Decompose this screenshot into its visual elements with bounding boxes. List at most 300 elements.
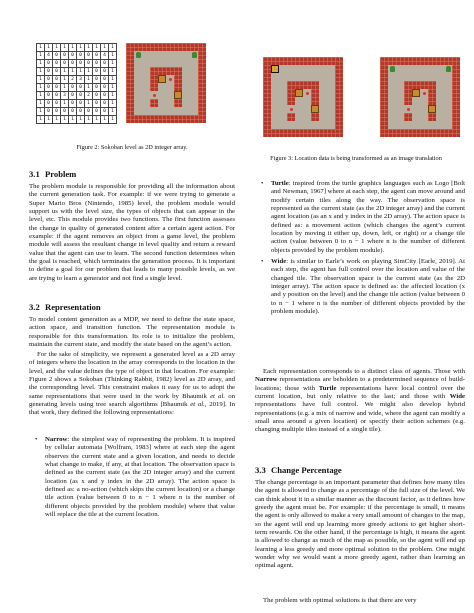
tile-wall — [150, 115, 158, 123]
tile-empty — [444, 97, 452, 105]
bullet-text: : the simplest way of representing the problem. It is inspired by cellular automata [Wolfram, 1983] where at each step the agent observes the current state and a given location, and needs to decide what change to make, if any, at that location. The observation space is defined as the current state (as the 2D integer array) and the current location (as x and y index in the 2D array). The action space is defined as: a no-action (which skips the current location) or a change tile action (value between 0 to n − 1 where n is the number of different objects provided by the problem module) where that value will replace the tile at the current location. — [45, 436, 235, 519]
grid-cell: 1 — [85, 116, 93, 124]
tile-empty — [319, 89, 327, 97]
tile-wall — [452, 73, 460, 81]
tile-empty — [428, 121, 436, 129]
tile-wall — [134, 115, 142, 123]
tile-empty — [190, 67, 198, 75]
section-number: 3.3 — [255, 465, 266, 475]
grid-cell: 0 — [45, 84, 53, 92]
tile-empty — [134, 91, 142, 99]
figure2-caption: Figure 2: Sokoban level as 2D integer array. — [76, 144, 188, 151]
grid-cell: 1 — [93, 44, 101, 52]
tile-empty — [287, 121, 295, 129]
tile-box — [174, 91, 182, 99]
tile-wall — [327, 129, 335, 137]
tile-empty — [412, 65, 420, 73]
tile-empty — [182, 51, 190, 59]
grid-cell: 0 — [53, 84, 61, 92]
tile-wall — [158, 115, 166, 123]
tile-wall — [335, 129, 343, 137]
bullet-wide — [255, 258, 465, 316]
tile-empty — [327, 81, 335, 89]
grid-cell: 1 — [109, 52, 117, 60]
grid-cell: 1 — [69, 68, 77, 76]
tile-empty — [388, 97, 396, 105]
grid-cell: 1 — [53, 116, 61, 124]
grid-cell: 1 — [61, 116, 69, 124]
text-run: , 2019]. In that work, they defined the following representations: — [29, 401, 235, 417]
tile-empty — [182, 91, 190, 99]
tile-empty — [428, 73, 436, 81]
tile-wall — [303, 129, 311, 137]
grid-cell: 1 — [109, 44, 117, 52]
text-run: representations have local control over the current location, but only relative to the last; and those with — [255, 384, 465, 401]
tile-wall — [166, 115, 174, 123]
tile-empty — [279, 97, 287, 105]
grid-cell: 1 — [37, 76, 45, 84]
tile-wall — [142, 115, 150, 123]
tile-wall — [420, 81, 428, 89]
tile-wall — [404, 81, 412, 89]
tile-empty — [436, 89, 444, 97]
tile-wall — [150, 43, 158, 51]
section-3-1-paragraph: The problem module is responsible for providing all the information about the current generation task. For example: if we were trying to generate a Super Mario Bros (Nintendo, 1985) level, the problem module would support us with the level size, the types of objects that can appear in the level, etc. This module provides two functions. The first function assesses the change in quality of generated content after a certain agent action. For example: if the agent removes an object from a game level, the problem module will assess the resultant change in level quality and return a reward value that the agent can use to learn. The second function determines when the goal is reached, which terminates the generation process. It is important to define a goal for our problem that leads to many possible levels, as we are trying to learn a generator and not find a single level. — [29, 183, 235, 282]
tile-wall — [380, 105, 388, 113]
grid-cell: 1 — [109, 68, 117, 76]
tile-wall — [311, 113, 319, 121]
grid-cell: 0 — [101, 100, 109, 108]
tile-empty — [134, 99, 142, 107]
grid-cell: 1 — [37, 116, 45, 124]
tile-wall — [327, 57, 335, 65]
tile-wall — [174, 67, 182, 75]
tile-wall — [335, 97, 343, 105]
section-title: Representation — [45, 302, 101, 312]
text-run-bold: Wide — [449, 393, 465, 401]
grid-cell: 0 — [53, 76, 61, 84]
grid-cell: 4 — [101, 52, 109, 60]
tile-wall — [150, 99, 158, 107]
grid-cell: 1 — [109, 92, 117, 100]
tile-wall — [319, 57, 327, 65]
tile-wall — [287, 113, 295, 121]
tile-empty — [142, 67, 150, 75]
tile-empty — [396, 73, 404, 81]
tile-wall — [412, 57, 420, 65]
grid-cell: 1 — [109, 60, 117, 68]
tile-empty — [420, 65, 428, 73]
grid-cell: 0 — [77, 60, 85, 68]
tile-wall — [404, 97, 412, 105]
tile-empty — [404, 73, 412, 81]
tile-wall — [198, 51, 206, 59]
grid-cell: 1 — [37, 100, 45, 108]
tile-wall — [303, 81, 311, 89]
tile-wall — [452, 65, 460, 73]
tile-wall — [263, 97, 271, 105]
grid-cell: 1 — [45, 44, 53, 52]
tile-empty — [134, 107, 142, 115]
tile-empty — [412, 113, 420, 121]
tile-empty — [182, 107, 190, 115]
tile-empty — [412, 97, 420, 105]
grid-cell: 2 — [69, 76, 77, 84]
section-title: Problem — [45, 169, 77, 179]
tile-wall — [126, 59, 134, 67]
tile-wall — [263, 89, 271, 97]
tile-wall — [335, 121, 343, 129]
grid-cell: 2 — [85, 92, 93, 100]
tile-wall — [271, 57, 279, 65]
grid-cell: 1 — [37, 52, 45, 60]
grid-cell: 1 — [85, 44, 93, 52]
tile-player — [388, 65, 396, 73]
tile-wall — [380, 81, 388, 89]
grid-cell: 1 — [109, 76, 117, 84]
tile-wall — [452, 89, 460, 97]
tile-empty — [182, 99, 190, 107]
grid-cell: 0 — [101, 76, 109, 84]
tile-wall — [198, 67, 206, 75]
tile-empty — [404, 121, 412, 129]
tile-empty — [444, 89, 452, 97]
tile-empty — [190, 107, 198, 115]
tile-empty — [142, 107, 150, 115]
tile-empty — [271, 97, 279, 105]
tile-box — [311, 105, 319, 113]
section-3-1-heading — [29, 169, 76, 179]
tile-empty — [303, 113, 311, 121]
tile-goal — [404, 105, 412, 113]
tile-empty — [327, 73, 335, 81]
grid-cell: 0 — [101, 84, 109, 92]
tile-wall — [287, 89, 295, 97]
tile-empty — [295, 121, 303, 129]
section-number: 3.1 — [29, 169, 40, 179]
tile-empty — [327, 105, 335, 113]
tile-wall — [452, 57, 460, 65]
text-run-bold: Narrow — [255, 376, 278, 384]
grid-cell: 1 — [101, 44, 109, 52]
tile-wall — [150, 83, 158, 91]
tile-empty — [388, 121, 396, 129]
tile-empty — [174, 107, 182, 115]
grid-cell: 0 — [93, 92, 101, 100]
tile-empty — [279, 81, 287, 89]
grid-cell: 0 — [93, 84, 101, 92]
tile-empty — [444, 113, 452, 121]
tile-wall — [380, 97, 388, 105]
tile-wall — [335, 113, 343, 121]
tile-wall — [190, 43, 198, 51]
tile-empty — [311, 73, 319, 81]
grid-cell: 1 — [37, 92, 45, 100]
tile-empty — [158, 59, 166, 67]
tile-wall — [404, 57, 412, 65]
bullet-term: Narrow — [45, 436, 68, 443]
tile-wall — [428, 113, 436, 121]
tile-wall — [158, 43, 166, 51]
tile-wall — [126, 115, 134, 123]
tile-wall — [182, 115, 190, 123]
tile-wall — [335, 81, 343, 89]
tile-empty — [428, 65, 436, 73]
grid-cell: 0 — [61, 52, 69, 60]
grid-cell: 0 — [93, 100, 101, 108]
grid-cell: 0 — [85, 52, 93, 60]
tile-empty — [190, 83, 198, 91]
tile-empty — [303, 73, 311, 81]
grid-cell: 0 — [45, 100, 53, 108]
tile-wall — [295, 129, 303, 137]
grid-cell: 0 — [77, 52, 85, 60]
tile-wall — [420, 57, 428, 65]
grid-cell: 0 — [61, 60, 69, 68]
tile-empty — [166, 91, 174, 99]
tile-wall — [404, 113, 412, 121]
tile-wall — [263, 113, 271, 121]
tile-empty — [174, 59, 182, 67]
tile-empty — [404, 65, 412, 73]
tile-wall — [444, 129, 452, 137]
tile-empty — [182, 75, 190, 83]
tile-empty — [303, 65, 311, 73]
tile-empty — [158, 107, 166, 115]
tile-empty — [182, 83, 190, 91]
grid-cell: 1 — [77, 68, 85, 76]
figure3-caption: Figure 3: Location data is being transformed as an image translation — [270, 155, 442, 162]
tile-wall — [452, 129, 460, 137]
section-3-3-paragraph-1: The change percentage is an important parameter that defines how many tiles the agent is allowed to change as a percentage of the full size of the level. We can think about it in a similar manner as the discount factor, as it defines how greedy the agent must be. For example: if the percentage is small, it means the agent is only allowed to make a very small amount of changes to the map, so the agent will end up learning more greedy actions to get higher short-term rewards. On the other hand, if the percentage is high, it means the agent is allowed to change as much of the map as possible, so the agent will end up learning a less greedy and more optimal solution to the problem. One might wonder why we would want a more greedy agent, rather than learning an optimal agent. — [255, 479, 465, 570]
tile-empty — [420, 121, 428, 129]
tile-empty — [311, 65, 319, 73]
tile-wall — [263, 73, 271, 81]
grid-cell: 1 — [45, 116, 53, 124]
tile-empty — [436, 73, 444, 81]
grid-cell: 0 — [45, 76, 53, 84]
figure3-right-image — [380, 57, 460, 137]
tile-empty — [311, 121, 319, 129]
tile-empty — [319, 113, 327, 121]
tile-empty — [279, 65, 287, 73]
tile-wall — [287, 97, 295, 105]
text-run-italic: et al. — [210, 392, 226, 400]
tile-empty — [420, 113, 428, 121]
tile-wall — [311, 81, 319, 89]
tile-empty — [319, 65, 327, 73]
tile-empty — [396, 81, 404, 89]
tile-wall — [452, 105, 460, 113]
tile-empty — [388, 81, 396, 89]
tile-wall — [190, 115, 198, 123]
tile-wall — [412, 81, 420, 89]
grid-cell: 1 — [85, 84, 93, 92]
tile-wall — [380, 129, 388, 137]
tile-wall — [380, 113, 388, 121]
tile-wall — [263, 129, 271, 137]
tile-empty — [142, 91, 150, 99]
tile-empty — [166, 99, 174, 107]
grid-cell: 1 — [85, 76, 93, 84]
tile-wall — [126, 107, 134, 115]
tile-goal — [420, 89, 428, 97]
tile-wall — [198, 75, 206, 83]
tile-wall — [380, 65, 388, 73]
tile-empty — [420, 73, 428, 81]
tile-empty — [436, 65, 444, 73]
grid-cell: 1 — [61, 68, 69, 76]
tile-wall — [263, 105, 271, 113]
tile-wall — [198, 43, 206, 51]
tile-empty — [444, 121, 452, 129]
tile-empty — [279, 121, 287, 129]
tile-wall — [142, 43, 150, 51]
tile-wall — [174, 75, 182, 83]
tile-empty — [444, 105, 452, 113]
tile-empty — [166, 107, 174, 115]
tile-empty — [279, 73, 287, 81]
tile-empty — [436, 121, 444, 129]
grid-cell: 1 — [109, 100, 117, 108]
tile-empty — [158, 91, 166, 99]
tile-wall — [335, 105, 343, 113]
tile-wall — [388, 129, 396, 137]
section-number: 3.2 — [29, 302, 40, 312]
tile-empty — [150, 107, 158, 115]
tile-wall — [420, 129, 428, 137]
grid-cell: 0 — [77, 84, 85, 92]
tile-wall — [126, 91, 134, 99]
tile-wall — [335, 89, 343, 97]
grid-cell: 4 — [45, 52, 53, 60]
tile-empty — [295, 113, 303, 121]
sokoban-level-tiles — [126, 43, 206, 123]
tile-wall — [174, 99, 182, 107]
tile-wall — [198, 59, 206, 67]
tile-empty — [190, 75, 198, 83]
tile-empty — [388, 105, 396, 113]
grid-cell: 0 — [93, 108, 101, 116]
tile-empty — [327, 97, 335, 105]
bullet-turtle — [255, 180, 465, 255]
grid-cell: 1 — [61, 44, 69, 52]
grid-cell: 0 — [101, 68, 109, 76]
tile-wall — [335, 73, 343, 81]
grid-cell: 0 — [45, 92, 53, 100]
tile-box — [295, 89, 303, 97]
tile-empty — [271, 121, 279, 129]
tile-wall — [311, 57, 319, 65]
tile-player — [190, 51, 198, 59]
tile-empty — [420, 97, 428, 105]
integer-grid — [36, 43, 117, 124]
tile-wall — [452, 81, 460, 89]
grid-cell: 1 — [69, 44, 77, 52]
grid-cell: 1 — [37, 84, 45, 92]
tile-empty — [412, 121, 420, 129]
left-bullet-list — [29, 436, 235, 522]
tile-wall — [380, 57, 388, 65]
tile-empty — [396, 65, 404, 73]
tile-empty — [158, 99, 166, 107]
tile-wall — [126, 51, 134, 59]
grid-cell: 1 — [109, 116, 117, 124]
grid-cell: 1 — [109, 84, 117, 92]
tile-empty — [295, 97, 303, 105]
tile-wall — [452, 121, 460, 129]
tile-player — [444, 65, 452, 73]
text-run: For the sake of simplicity, we represent a generated level as a 2D array of integers where the location in the array corresponds to the location in the level, and the value defines the type of object in that location. For example: Figure 2 shows a Sokoban (Thinking Rabbit, 1982) level as 2D array, and the corresponding level. This constraint makes it easy for us to adopt the same representations that were used in the work by Bhaumik — [29, 351, 235, 400]
tile-wall — [311, 89, 319, 97]
tile-wall — [126, 83, 134, 91]
grid-cell: 0 — [69, 108, 77, 116]
tile-wall — [287, 81, 295, 89]
tile-wall — [263, 57, 271, 65]
tile-wall — [295, 57, 303, 65]
grid-cell: 1 — [77, 116, 85, 124]
tile-wall — [428, 81, 436, 89]
tile-empty — [396, 97, 404, 105]
figure2-level-image — [126, 43, 206, 123]
grid-cell: 0 — [53, 52, 61, 60]
tile-empty — [388, 73, 396, 81]
grid-cell: 0 — [53, 92, 61, 100]
tile-empty — [182, 67, 190, 75]
grid-cell: 0 — [45, 68, 53, 76]
bullet-text: : is similar to Earle’s work on playing SimCity [Earle, 2019]. At each step, the agent has full control over the location and value of the changed tile. The observation space is the current state (as the 2D integer array). The action space is defined as: the affected location (x and y position on the level) and the change tile action (value between 0 to n − 1 where n is the number of different objects provided by the problem module). — [271, 258, 465, 316]
grid-cell: 1 — [85, 68, 93, 76]
tile-wall — [311, 129, 319, 137]
tile-empty — [271, 73, 279, 81]
tile-box — [412, 89, 420, 97]
tile-wall — [303, 57, 311, 65]
tile-goal — [303, 89, 311, 97]
tile-empty — [190, 91, 198, 99]
tile-wall — [182, 43, 190, 51]
tile-empty — [420, 105, 428, 113]
text-run-italic: et al. — [190, 401, 205, 409]
representation-classes-paragraph — [255, 368, 465, 435]
grid-cell: 1 — [37, 60, 45, 68]
tile-wall — [263, 81, 271, 89]
tile-empty — [134, 59, 142, 67]
grid-cell: 0 — [101, 92, 109, 100]
tile-empty — [166, 59, 174, 67]
tile-empty — [396, 105, 404, 113]
tile-wall — [166, 43, 174, 51]
section-3-2-paragraph-1: To model content generation as a MDP, we need to define the state space, action space, and transition function. The representation module is responsible for this transformation. Its role is to initialize the problem, maintain the current state, and modify the state based on the agent’s action. — [29, 316, 235, 349]
tile-empty — [190, 59, 198, 67]
grid-cell: 0 — [93, 60, 101, 68]
right-bullet-list — [255, 180, 465, 320]
tile-box — [158, 75, 166, 83]
tile-wall — [396, 57, 404, 65]
tile-empty — [436, 97, 444, 105]
tile-empty — [134, 75, 142, 83]
tile-wall — [126, 67, 134, 75]
grid-cell: 0 — [101, 108, 109, 116]
tile-empty — [279, 89, 287, 97]
tile-empty — [182, 59, 190, 67]
text-run: representations have full control. We might also develop hybrid representations (e.g. a mix of narrow and wide, where the agent can modify a small area around a given location) or specify their action schemes (e.g. changing multiple tiles instead of a single tile). — [255, 401, 465, 434]
tile-empty — [412, 105, 420, 113]
grid-cell: 1 — [77, 44, 85, 52]
tile-wall — [279, 129, 287, 137]
tile-wall — [174, 43, 182, 51]
tile-wall — [404, 89, 412, 97]
grid-cell: 0 — [61, 108, 69, 116]
